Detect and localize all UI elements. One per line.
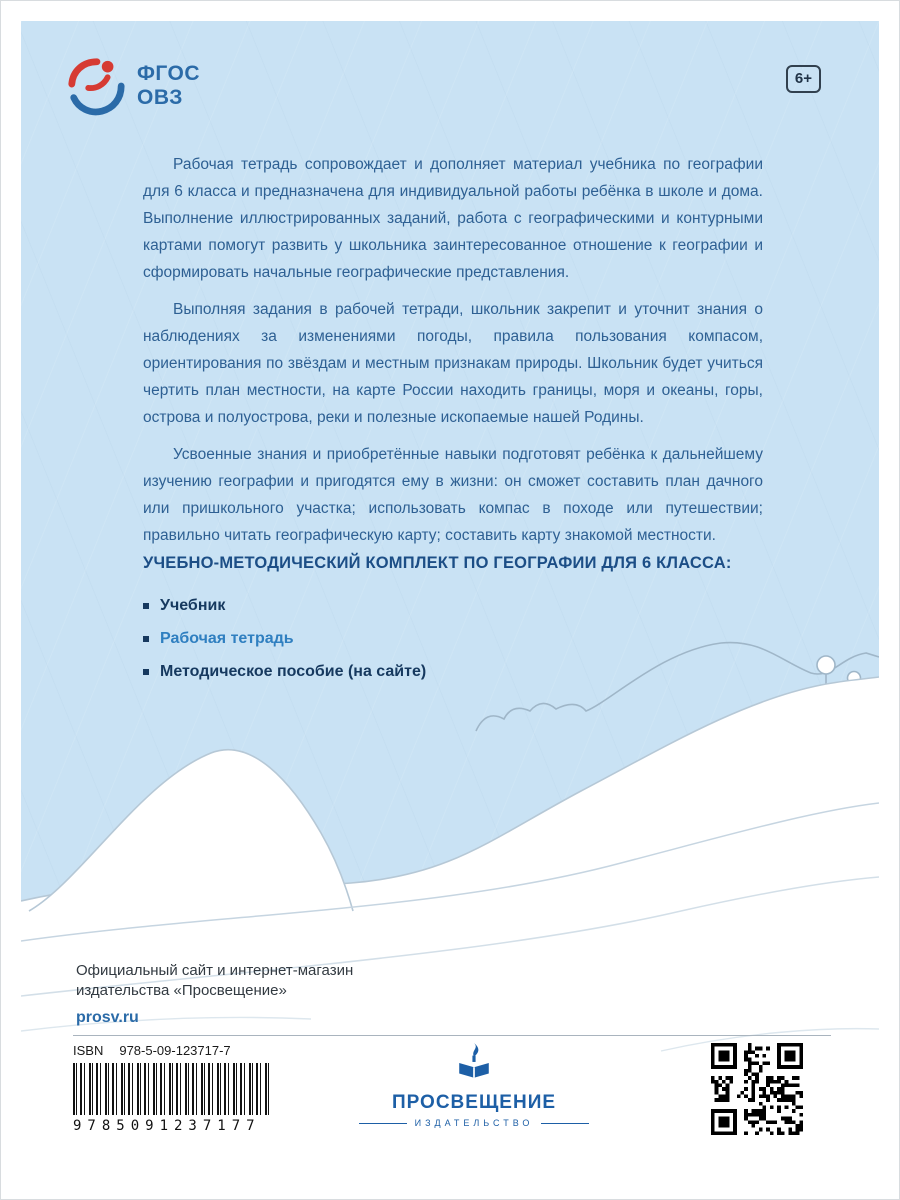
cover-area	[21, 21, 879, 1179]
kit-item-label: Учебник	[160, 597, 226, 614]
fgos-label-line2: ОВЗ	[137, 86, 183, 109]
publisher-logo-block	[359, 1041, 589, 1128]
annotation-paragraph: Выполняя задания в рабочей тетради, школьник закрепит и уточнит знания о наблюдениях за изменениями погоды, правила пользования компасом, ориентирования по звёздам и местным признакам природы. Школьник будет учиться чертить план местности, на карте России находить границы, моря и океаны, горы, острова и полуострова, реки и полезные ископаемые нашей Родины.	[143, 301, 763, 426]
publisher-type: ИЗДАТЕЛЬСТВО	[414, 1118, 534, 1128]
publisher-name: ПРОСВЕЩЕНИЕ	[391, 1092, 557, 1113]
fgos-label	[137, 62, 200, 110]
publisher-type-row	[359, 1118, 589, 1128]
annotation-paragraph: Усвоенные знания и приобретённые навыки подготовят ребёнка к дальнейшему изучению географии и пригодятся ему в жизни: он сможет составить план дачного или пришкольного участка; использовать компас в походе или путешествии; правильно читать географическую карту; составить карту знакомой местности.	[143, 446, 763, 544]
barcode-bars	[73, 1063, 269, 1115]
age-rating-badge: 6+	[786, 65, 821, 93]
isbn-number: 978-5-09-123717-7	[119, 1043, 231, 1058]
site-info-line1: Официальный сайт и интернет-магазин	[76, 962, 354, 979]
footer-divider	[73, 1035, 831, 1036]
study-kit-heading: УЧЕБНО-МЕТОДИЧЕСКИЙ КОМПЛЕКТ ПО ГЕОГРАФИИ ДЛЯ 6 КЛАССА:	[143, 554, 732, 572]
prosveshchenie-logo-icon	[455, 1041, 493, 1085]
qr-code	[711, 1043, 803, 1135]
decorative-line	[541, 1123, 589, 1124]
isbn-label: ISBN	[73, 1043, 104, 1058]
ean-barcode	[73, 1063, 269, 1134]
barcode-digits: 9785091237177	[73, 1118, 261, 1134]
fgos-ovz-logo	[65, 55, 200, 117]
fgos-label-line1: ФГОС	[137, 61, 201, 85]
decorative-line	[359, 1123, 407, 1124]
fgos-logo-icon	[65, 55, 127, 117]
mountain-outline	[29, 750, 353, 911]
kit-item-label: Рабочая тетрадь	[160, 630, 294, 647]
isbn-barcode-block	[73, 1043, 273, 1134]
kit-item-label: Методическое пособие (на сайте)	[160, 663, 427, 680]
publisher-site-info	[76, 961, 353, 1028]
publisher-site-url: prosv.ru	[76, 1009, 139, 1026]
annotation-text	[143, 151, 763, 559]
isbn-row	[73, 1043, 273, 1058]
annotation-paragraph: Рабочая тетрадь сопровождает и дополняет материал учебника по географии для 6 класса и предназначена для индивидуальной работы ребёнка в школе и дома. Выполнение иллюстрированных заданий, работа с географическими и контурными картами помогут развить у школьника заинтересованное отношение к географии и сформировать начальные географические представления.	[143, 156, 763, 281]
tree-icon	[817, 656, 835, 674]
site-info-line2: издательства «Просвещение»	[76, 982, 287, 999]
